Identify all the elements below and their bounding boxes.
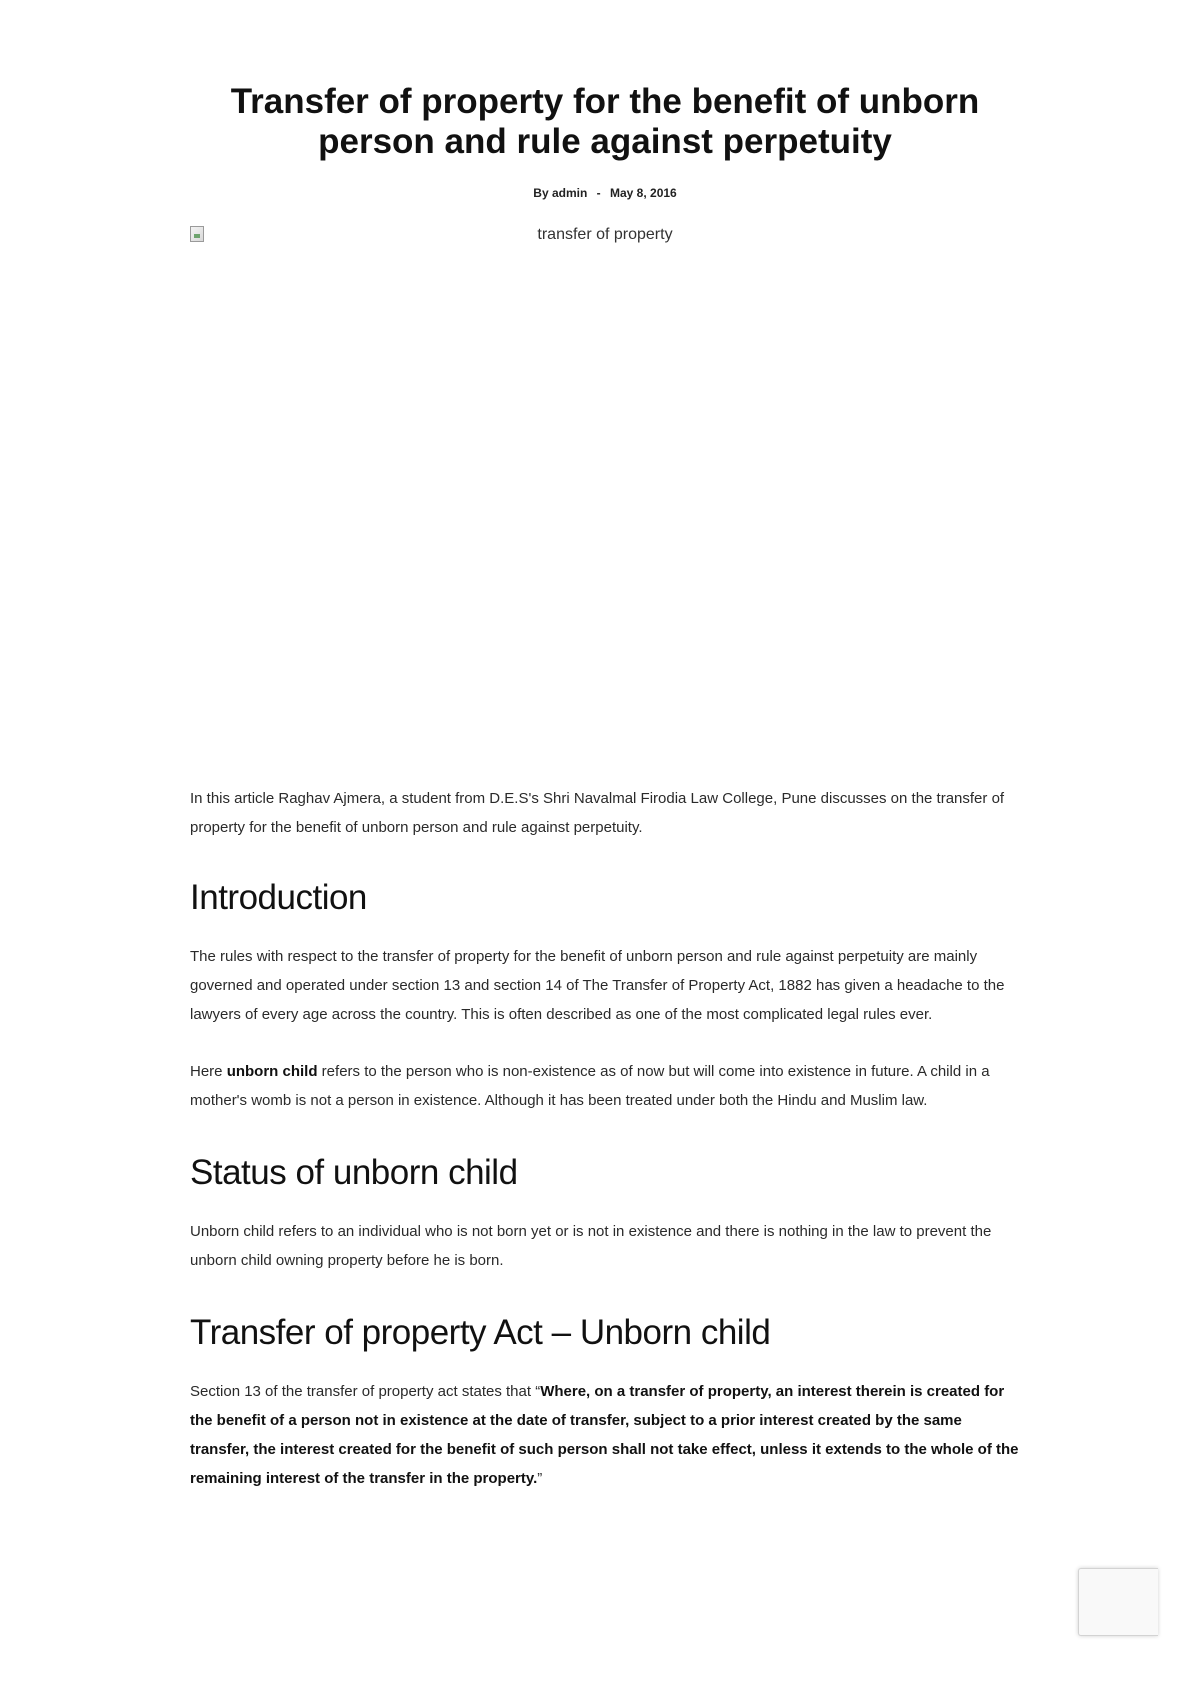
bold-term: unborn child — [226, 1063, 318, 1080]
author-link[interactable]: admin — [551, 186, 588, 200]
introduction-paragraph-2 — [190, 1057, 1020, 1115]
paragraph-text: refers to the person who is non-existence as of now but will come into existence in future. A child in a mother's womb is not a person in existence. Although it has been treated under both the Hindu and Muslim law. — [190, 1063, 990, 1109]
intro-paragraph: In this article Raghav Ajmera, a student from D.E.S's Shri Navalmal Firodia Law College, Pune discusses on the transfer of property for the benefit of unborn person and rule against perpetuity. — [190, 790, 1005, 836]
recaptcha-badge-icon[interactable] — [1078, 1568, 1158, 1636]
paragraph-text: ” — [537, 1470, 543, 1487]
heading-transfer-of-property-act: Transfer of property Act – Unborn child — [190, 1313, 771, 1352]
paragraph-text: Section 13 of the transfer of property act states that “ — [190, 1383, 541, 1400]
meta-separator: - — [596, 186, 601, 200]
publish-date: May 8, 2016 — [610, 186, 677, 200]
status-paragraph: Unborn child refers to an individual who is not born yet or is not in existence and there is nothing in the law to prevent the unborn child owning property before he is born. — [190, 1223, 992, 1269]
introduction-paragraph-1: The rules with respect to the transfer of property for the benefit of unborn person and rule against perpetuity are mainly governed and operated under section 13 and section 14 of The Transfer of Property Act, 1882 has given a headache to the lawyers of every age across the country. This is often described as one of the most complicated legal rules ever. — [190, 948, 1005, 1023]
meta-by: By — [533, 186, 549, 200]
paragraph-text: Here — [190, 1063, 227, 1080]
article-title: Transfer of property for the benefit of unborn person and rule against perpetuity — [230, 82, 980, 161]
hero-image — [190, 224, 1020, 784]
heading-status-of-unborn-child: Status of unborn child — [190, 1153, 518, 1192]
hero-image-alt: transfer of property — [537, 226, 673, 243]
article-meta — [190, 186, 1020, 200]
article — [190, 0, 1020, 1493]
heading-introduction: Introduction — [190, 878, 367, 917]
section-13-quote: Where, on a transfer of property, an interest therein is created for the benefit of a person not in existence at the date of transfer, subject to a prior interest created by the same transfer, the interest created for the benefit of such person shall not take effect, unless it extends to the whole of the remaining interest of the transfer in the property. — [190, 1383, 1019, 1487]
section-13-paragraph — [190, 1377, 1020, 1493]
